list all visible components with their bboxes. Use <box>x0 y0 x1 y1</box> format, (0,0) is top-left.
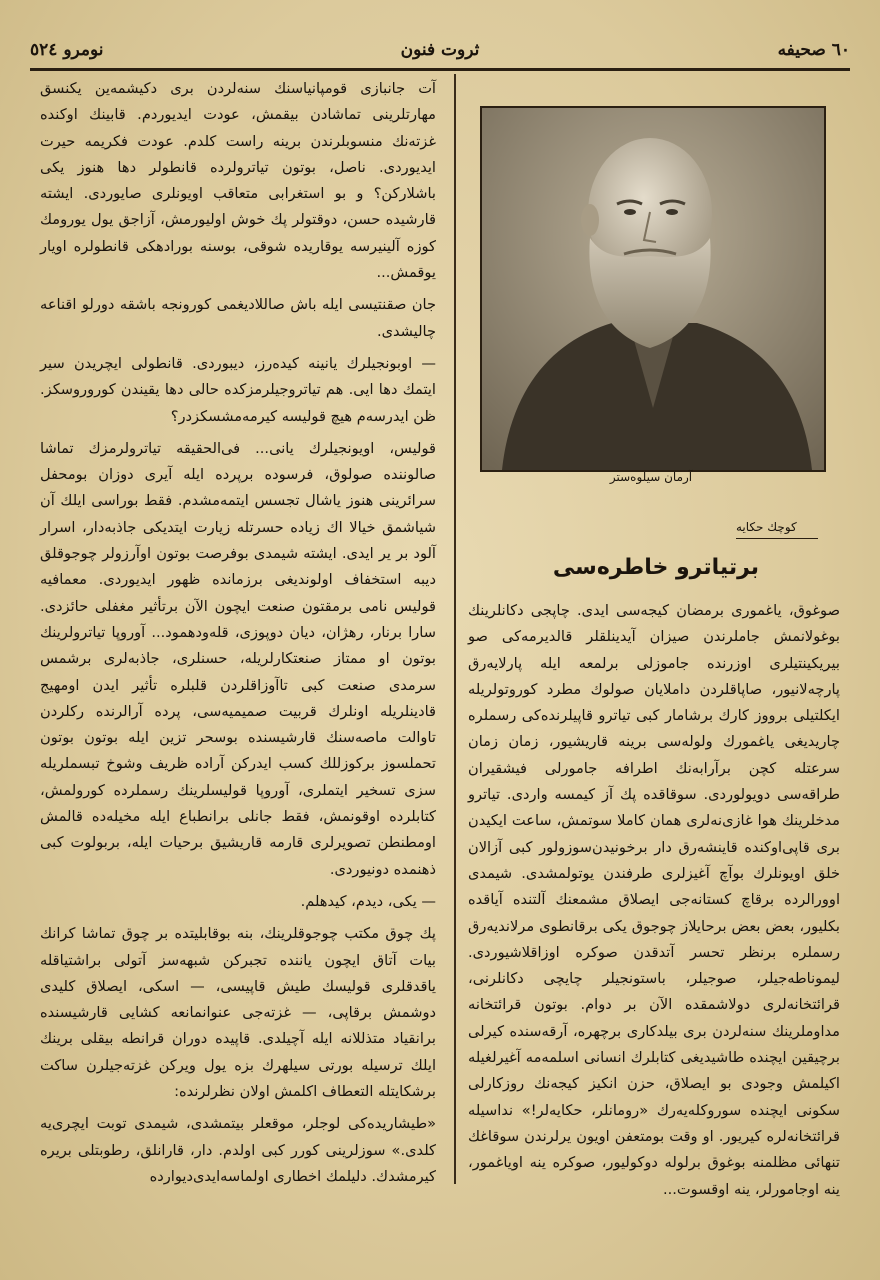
page-number-label: ٦٠ صحیفه <box>777 40 850 60</box>
paragraph: جان صقنتیسی ایله باش صاللادیغمی كورونجه باشقه دورلو اقناعه چالیشدی. <box>40 296 436 340</box>
paragraph: صوغوق، یاغموری برمضان كیجه‌سی ایدی. چاپجی دكانلرینك بوغولانمش جاملرندن صیزان آیدینلقلر قالدیرمه‌كی صو بیریكینتیلری اوزرنده جاموزلی برلمعه ایله پارلایه‌رق پارچه‌لانیور، صاپاقلردن داملایان صولوك مطرد كوروتولریله ایكلتیلی برووز كارك برشامار كبی تیاترو قاپیلرنده‌كی رسملره چاریدیغی یاغمورك ولوله‌سی برینه قاریشیور، زمان زمان سرعتله كچن برآرابه‌نك اطرافه جامورلی فیشقیران طراقه‌سی دویولوردی. سوقاقده پك آز كیمسه واردی. تیاترو مدخلرینك هوا غازی‌نه‌لری همان كاملا سوتمش، ساعت ایكیدن بری قاپی‌اوكنده قاینشه‌رق دار برخونیدن‌سوزولور كبی آزالان خلق اویونلرك بوآچ آغیزلری طرفندن یوتولمشدی. شیمدی اوورالرده برقاچ كستانه‌جی ایصلاق مشمعنك آلتنده آیاقده بكلیور، بعض بعض برحایلاز چوجوق یكی برقانطوی مرلاندیه‌رق رسملره برنظر تحسر آتدقدن صوكره اوزاقلاشیوردی. لیموناطه‌جیلر، صوجیلر، باستونجیلر چایچی دكانلرنی، قرائتخانه‌لری دولاشمقده الآن بر دوام. بوتون قرائتخانه مداوملرینك سنه‌لردن بری بیلدكاری برچهره، آرقه‌سنده كیرلی برچیقین ایچنده طاشیدیغی كتابلرك انسانی اسلمه‌مه آغیرلغیله اكیلمش وجودی بو ایصلاق، حزن انكیز كیجه‌نك روزكارلی سكونی ایچنده سوروكله‌یه‌رك «رومانلر، حكایه‌لر!» نداسیله قرائتخانه‌لره كیریور. او وقت بومتعفن اویون یرلرندن سوقاغك تنهائی مظلمنه بوغوق برلوله دوكولیور، صوكره ینه اویاغمور، ینه اوجامورلر، ینه اوقسوت... <box>468 602 840 1198</box>
photo-caption: آرمان سیلوه‌ستر <box>609 470 693 484</box>
portrait-photo <box>480 106 826 472</box>
story-title: برتیاترو خاطره‌سی <box>552 555 760 580</box>
story-text <box>468 598 840 1198</box>
paragraph: قولیس، اویونجیلرك یانی... فی‌الحقیقه تیاترولرمزك تماشا صالوننده صولوق، فرسوده برپرده ایله آیری دوزان بومحفل سرائرینی هنوز یاشال تجسس ایتمه‌مشدم. فقط بوراسی ایلك آن شیاشمق خیالا اك زیاده حسرتله زیارت ایتدیكی جاذبه‌دار، اسرار آلود بر یر ایدی. ایشته شیمدی بوفرصت بوتون اوآرزولر چوجوقلق دیبه استخفاف اولوندیغی برزمانده ظهور ایدیوردی. معمافیه قولیس نامی برمقتون صنعت ایچون الآن برتأثیر مغفلی حائزدی. سارا برنار، رهژان، دیان دوپوزی، قله‌ودهمود... آوروپا تیاترولرینك بوتون او ممتاز صنعتكارلریله، حسنلری، جاذبه‌لری برشمس سرمدی صنعت كبی تاآوزاقلردن قلبلره تأثیر ایدن اومهیج قادینلریله اونلرك قربیت صمیمیه‌سی، پرده آرالرنده ركلردن تاوالت ماصه‌سنك قارشیسنده بوسحر تزین ایله بوتون بوتون تحملسوز بركوزللك كسب ایدركن آراده ظریف وشوخ تبسملریله سزی تسخیر ایتملری، آوروپا قولیسلرینك رسملرده كورولمش، كتابلرده اوقونمش، فقط جانلی برانطباع ایله مخیله‌ده قالمش اومطنطن تصویرلری قارمه قاریشیق برحیات ایله، بربولوت كبی ذهنمده دونیوردی. <box>40 439 436 878</box>
paragraph: — اوبونجیلرك یانینه كیده‌رز، دیبوردی. قانطولی ایچریدن سیر ایتمك دها ایی. هم تیاتروجیلرمزكده حالی دها یقیندن كوروروسكز. ظن ایدرسه‌م هیچ قولیسه كیرمه‌مشسكزدر؟ <box>40 354 436 425</box>
paragraph: «طیشاریده‌كی لوجلر، موقعلر بیتمشدی، شیمدی توبت ایچری‌یه كلدی.» سوزلرینی كورر كبی اولدم. دار، قارانلق، رطوبتلی بریره كیرمشدك. دلیلمك اخطاری اولماسه‌ایدی‌دیوارده <box>40 1115 436 1185</box>
paragraph: — یكی، دیدم، كیدهلم. <box>300 892 436 910</box>
section-label-underline <box>736 538 818 539</box>
page-header <box>30 36 850 70</box>
issue-number: نومرو ٥٢٤ <box>30 40 104 60</box>
journal-title: ثروت فنون <box>400 40 480 60</box>
left-column-text <box>40 76 436 1256</box>
paragraph: آت جانبازی قومپانیاسنك سنه‌لردن بری دكیشمه‌ین یكنسق مهارتلرینی تماشادن بیقمش، عودت ایدیوردم. قابینك اوكنده غزته‌نك منسوبلرندن برینه راست كلدم. عودت فكریمه حیرت ایدیوردی. ناصل، بوتون تیاترولرده قانطولر دها هنوز یكی باشلاركن؟ و بو استغرابی متعاقب اویونلری صایوردی. ایشته قارشیده حسن، دوقتولر پك خوش اولیورمش، آزاجق یول یورومك كوزه آلینیرسه یوقاریده شوقی، بوسنه بورادهكی قانطولره اویار یوقمش... <box>40 80 436 282</box>
portrait-illustration <box>482 108 824 470</box>
header-rule <box>30 68 850 71</box>
column-divider <box>454 74 456 1184</box>
section-label: كوچك حكایه <box>736 520 797 534</box>
paragraph: پك چوق مكتب چوجوقلرینك، بنه بوقابلیتده بر چوق تماشا كرانك بیات آتاق ایچون یاننده تجبركن شبهه‌سز آتولی براشتیاقله یاقدقلری قولیسك طیش قاپیسی، — اسكی، ایصلاق كلیدی دوشمش برقاپی، — غزته‌جی عنوانمانعه كشایی قارشیسنده برانقیاد متذللانه ایله آچیلدی. قاپیده دوران قرانطه بیقلی برینك ایلك ترسیله بورتی سیلهرك بزه یول ویركن غزته‌جیلرن ساكت برشكایتله التعطاف اكلمش اولان نظرلرنده: <box>40 925 436 1100</box>
